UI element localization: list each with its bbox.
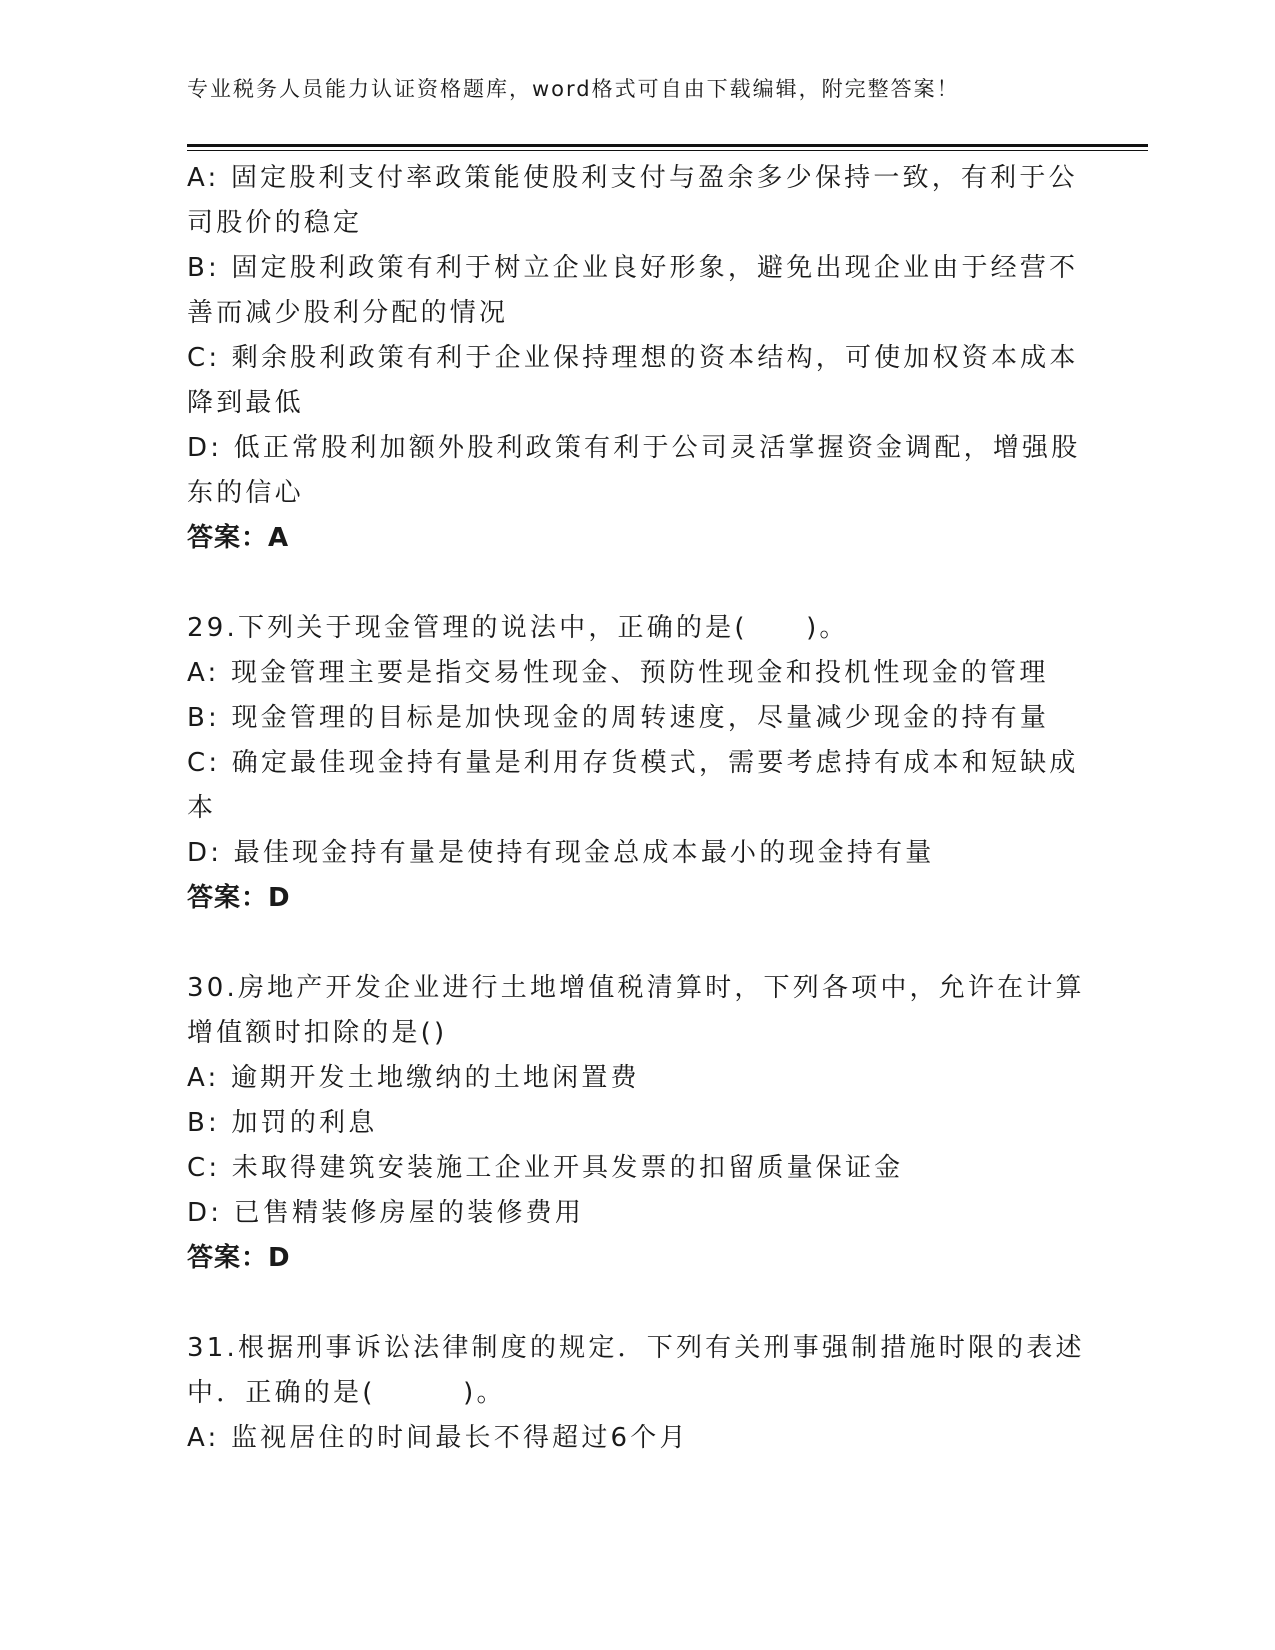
option-d: D: 最佳现金持有量是使持有现金总成本最小的现金持有量 [187, 838, 935, 868]
spacer [187, 1281, 1087, 1326]
header-rule-thick [187, 144, 1148, 147]
question-31 [187, 1326, 1087, 1461]
question-stem-line-1: 31.根据刑事诉讼法律制度的规定．下列有关刑事强制措施时限的表述 [187, 1333, 1085, 1363]
question-content [187, 156, 1087, 1461]
option-c-line-1: C: 确定最佳现金持有量是利用存货模式，需要考虑持有成本和短缺成 [187, 748, 1079, 778]
answer-29: 答案：D [187, 883, 291, 913]
option-a-line-1: A: 固定股利支付率政策能使股利支付与盈余多少保持一致，有利于公 [187, 163, 1078, 193]
option-b-line-2: 善而减少股利分配的情况 [187, 298, 509, 328]
option-d-line-1: D: 低正常股利加额外股利政策有利于公司灵活掌握资金调配，增强股 [187, 433, 1081, 463]
question-29 [187, 606, 1087, 921]
spacer [187, 561, 1087, 606]
option-d-line-2: 东的信心 [187, 478, 304, 508]
question-30 [187, 966, 1087, 1281]
option-b: B: 加罚的利息 [187, 1108, 378, 1138]
page-header: 专业税务人员能力认证资格题库，word格式可自由下载编辑，附完整答案！ [187, 77, 960, 101]
header-rule-thin [187, 150, 1148, 151]
option-c: C: 未取得建筑安装施工企业开具发票的扣留质量保证金 [187, 1153, 904, 1183]
option-a: A: 监视居住的时间最长不得超过6个月 [187, 1423, 689, 1453]
option-a-line-2: 司股价的稳定 [187, 208, 363, 238]
question-28 [187, 156, 1087, 561]
option-c-line-2: 降到最低 [187, 388, 304, 418]
option-a: A: 现金管理主要是指交易性现金、预防性现金和投机性现金的管理 [187, 658, 1049, 688]
option-b-line-1: B: 固定股利政策有利于树立企业良好形象，避免出现企业由于经营不 [187, 253, 1079, 283]
answer-30: 答案：D [187, 1243, 291, 1273]
spacer [187, 921, 1087, 966]
option-b: B: 现金管理的目标是加快现金的周转速度，尽量减少现金的持有量 [187, 703, 1050, 733]
option-c-line-1: C: 剩余股利政策有利于企业保持理想的资本结构，可使加权资本成本 [187, 343, 1079, 373]
option-c-line-2: 本 [187, 793, 217, 823]
question-stem-line-2: 增值额时扣除的是() [187, 1018, 448, 1048]
answer-28: 答案：A [187, 523, 290, 553]
question-stem: 29.下列关于现金管理的说法中，正确的是( )。 [187, 613, 849, 643]
question-stem-line-2: 中．正确的是( )。 [187, 1378, 506, 1408]
question-stem-line-1: 30.房地产开发企业进行土地增值税清算时，下列各项中，允许在计算 [187, 973, 1085, 1003]
option-a: A: 逾期开发土地缴纳的土地闲置费 [187, 1063, 640, 1093]
option-d: D: 已售精装修房屋的装修费用 [187, 1198, 585, 1228]
